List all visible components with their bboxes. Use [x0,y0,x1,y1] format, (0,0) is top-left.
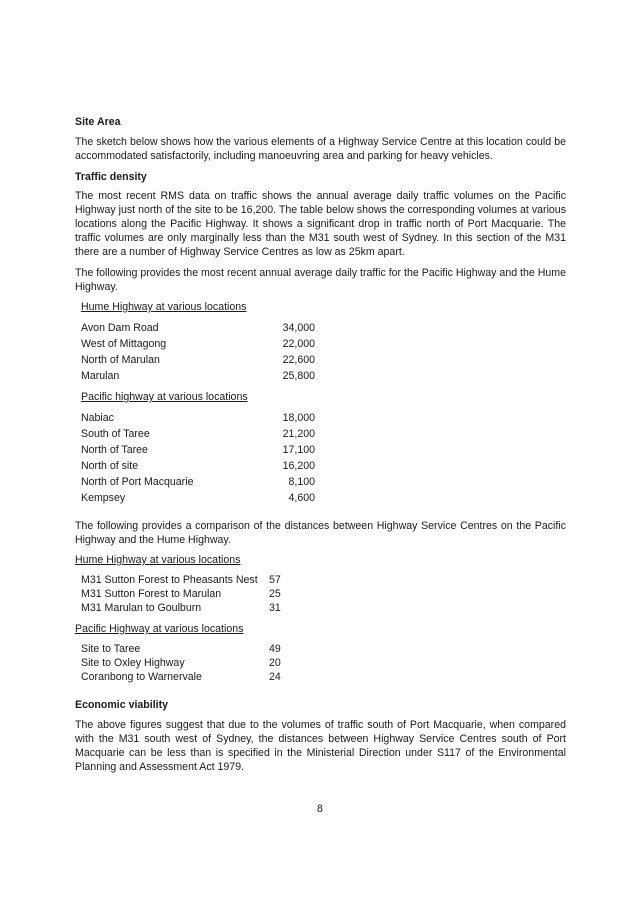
row-value: 49 [269,643,281,655]
row-value: 16,200 [282,460,315,472]
site-area-heading: Site Area [75,116,121,128]
pacific-distances-title: Pacific Highway at various locations [75,623,244,635]
row-label: Avon Dam Road [81,322,159,334]
row-label: North of Marulan [81,354,160,366]
row-label: North of site [81,460,139,472]
traffic-density-para2: The following provides the most recent annual average daily traffic for the Pacific Highway and the Hume Highway. [75,267,566,293]
row-value: 25,800 [282,370,315,382]
row-value: 57 [269,574,281,586]
row-label: M31 Marulan to Goulburn [81,602,202,614]
hume-traffic-title-a: Hume Highway [81,301,153,313]
row-label: North of Taree [81,444,148,456]
row-value: 25 [269,588,281,600]
row-label: Site to Oxley Highway [81,657,185,669]
row-value: 22,000 [282,338,315,350]
row-label: M31 Sutton Forest to Pheasants Nest [81,574,258,586]
site-area-text: The sketch below shows how the various elements of a Highway Service Centre at this location could be accommodated satisfactorily, including manoeuvring area and parking for heavy vehicles. [75,136,566,162]
hume-traffic-title-b: at various locations [152,301,247,313]
row-value: 4,600 [288,492,315,504]
row-label: South of Taree [81,428,150,440]
row-label: M31 Sutton Forest to Marulan [81,588,222,600]
row-label: Coranbong to Warnervale [81,671,202,683]
pacific-traffic-title: Pacific highway at various locations [81,391,248,403]
row-value: 22,600 [282,354,315,366]
economic-viability-heading: Economic viability [75,699,169,711]
hume-distances-title: Hume Highway at various locations [75,554,241,566]
traffic-density-para1: The most recent RMS data on traffic shows the annual average daily traffic volumes on the Pacific Highway just north of the site to be 16,200. The table below shows the corresponding volumes at various locations along the Pacific Highway. It shows a significant drop in traffic north of Port Macquarie. The traffic volumes are only marginally less than the M31 south west of Sydney. In this section of the M31 there are a number of Highway Service Centres as low as 25km apart. [75,190,566,258]
row-label: Site to Taree [81,643,141,655]
row-value: 24 [269,671,281,683]
row-value: 31 [269,602,281,614]
row-value: 21,200 [282,428,315,440]
economic-viability-text: The above figures suggest that due to the volumes of traffic south of Port Macquarie, when compared with the M31 south west of Sydney, the distances between Highway Service Centres south of Port Macquarie can be less than is specified in the Ministerial Direction under S117 of the Environmental Planning and Assessment Act 1979. [75,719,566,773]
row-label: Nabiac [81,412,114,424]
row-label: North of Port Macquarie [81,476,194,488]
row-value: 17,100 [282,444,315,456]
row-label: Marulan [81,370,120,382]
row-value: 34,000 [282,322,315,334]
row-label: West of Mittagong [81,338,167,350]
row-value: 8,100 [288,476,315,488]
row-value: 18,000 [282,412,315,424]
distances-intro: The following provides a comparison of the distances between Highway Service Centres on the Pacific Highway and the Hume Highway. [75,520,566,546]
row-label: Kempsey [81,492,126,504]
row-value: 20 [269,657,281,669]
hume-traffic-title [81,300,246,314]
traffic-density-heading: Traffic density [75,171,147,183]
page-number: 8 [317,803,323,815]
